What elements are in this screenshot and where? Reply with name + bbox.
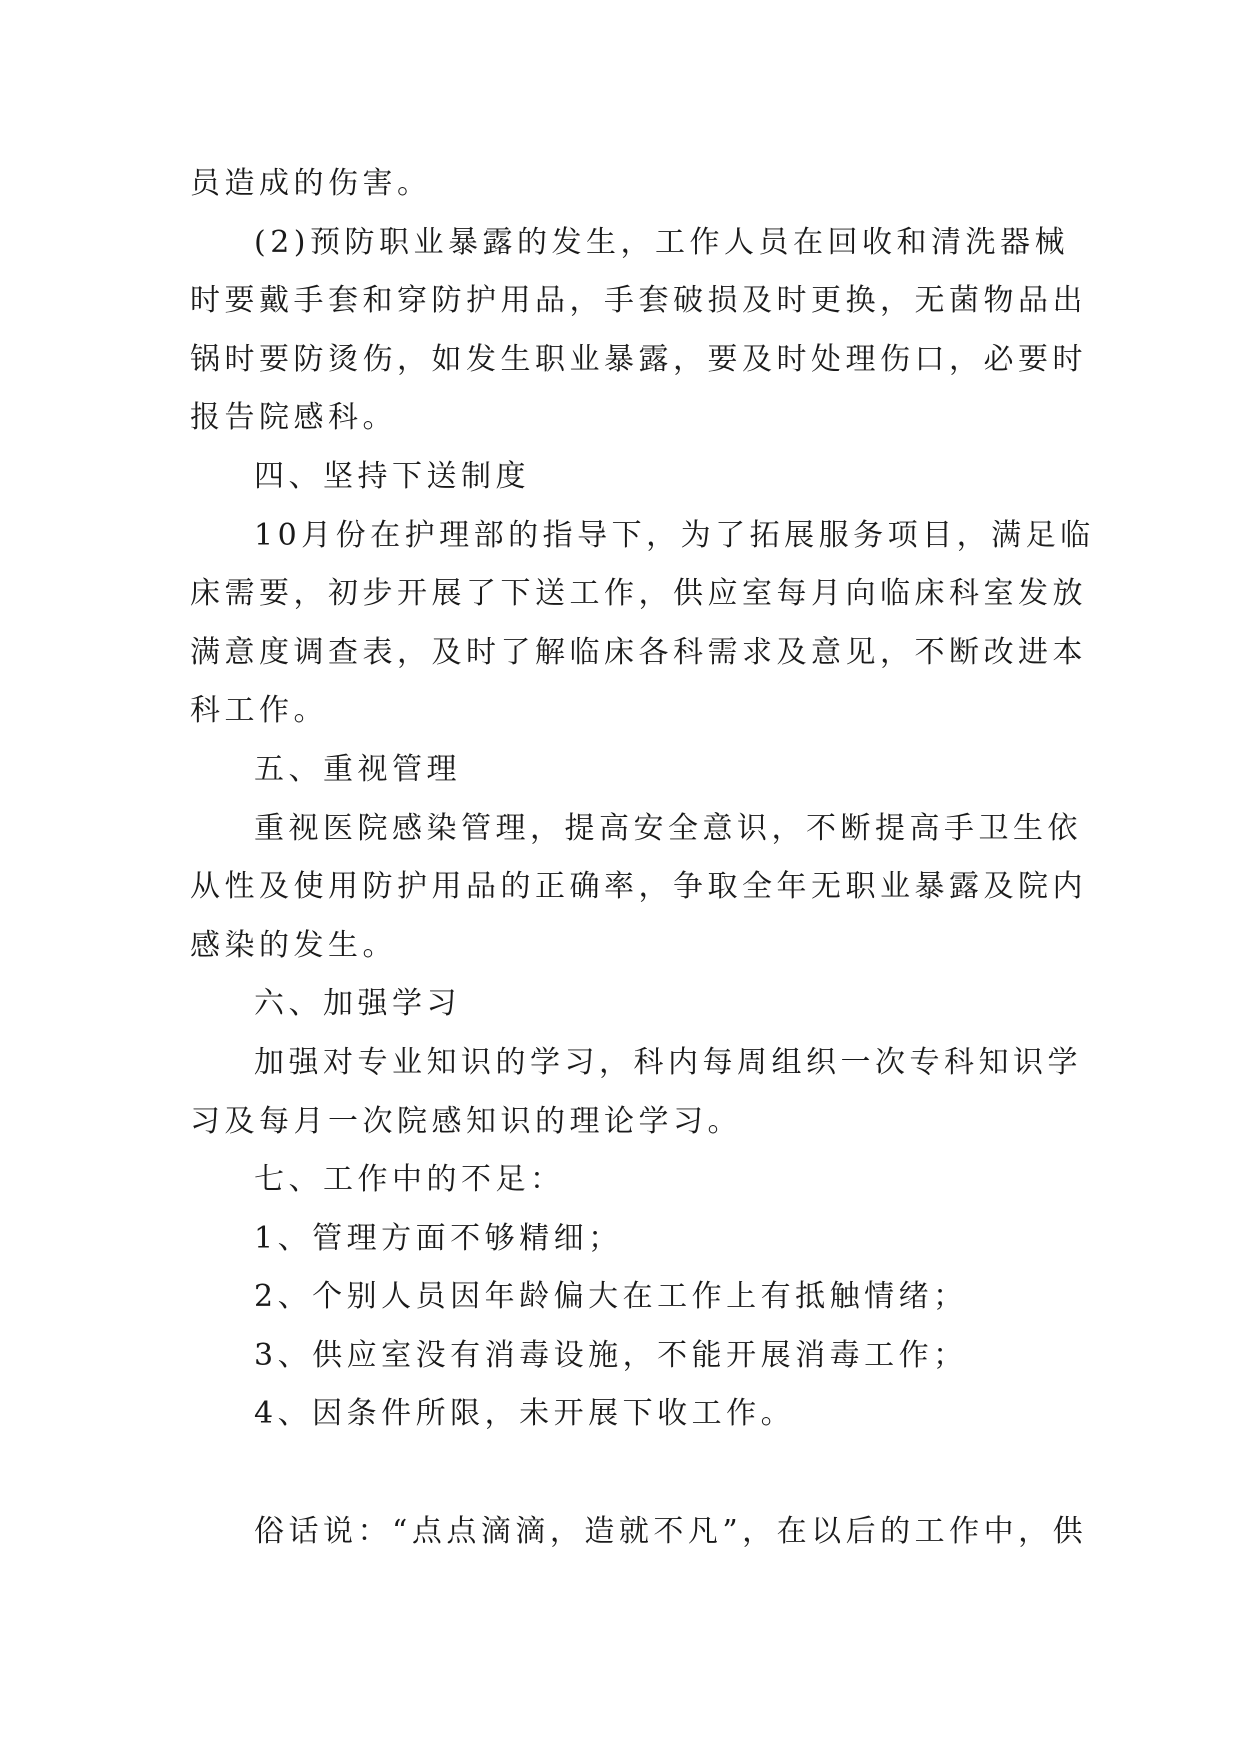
paragraph-line: 锅时要防烫伤，如发生职业暴露，要及时处理伤口，必要时: [190, 341, 1087, 377]
paragraph-line: 习及每月一次院感知识的理论学习。: [190, 1103, 742, 1139]
list-item: 2、个别人员因年龄偏大在工作上有抵触情绪；: [254, 1279, 968, 1315]
section-heading: 六、加强学习: [254, 986, 461, 1022]
paragraph-line: 感染的发生。: [190, 927, 397, 963]
body-text: [190, 155, 1095, 1561]
section-heading: 四、坚持下送制度: [254, 458, 530, 494]
blank-line: [190, 1444, 1050, 1503]
list-item: 1、管理方面不够精细；: [254, 1220, 623, 1256]
list-item: 4、因条件所限，未开展下收工作。: [254, 1396, 796, 1432]
paragraph-line: 从性及使用防护用品的正确率，争取全年无职业暴露及院内: [190, 869, 1087, 905]
paragraph-line: 时要戴手套和穿防护用品，手套破损及时更换，无菌物品出: [190, 283, 1087, 319]
section-heading: 七、工作中的不足：: [254, 1162, 565, 1198]
paragraph-line: 10月份在护理部的指导下，为了拓展服务项目，满足临: [254, 517, 1095, 553]
paragraph-line: 报告院感科。: [190, 400, 397, 436]
paragraph-line: 加强对专业知识的学习，科内每周组织一次专科知识学: [254, 1044, 1082, 1080]
section-heading: 五、重视管理: [254, 751, 461, 787]
paragraph-line: 员造成的伤害。: [190, 166, 432, 201]
paragraph-line: (2)预防职业暴露的发生，工作人员在回收和清洗器械: [254, 224, 1069, 260]
list-item: 3、供应室没有消毒设施，不能开展消毒工作；: [254, 1337, 968, 1373]
paragraph-line: 重视医院感染管理，提高安全意识，不断提高手卫生依: [254, 810, 1082, 846]
paragraph-line: 满意度调查表，及时了解临床各科需求及意见，不断改进本: [190, 634, 1087, 670]
paragraph-line: 俗话说：“点点滴滴，造就不凡”，在以后的工作中，供: [254, 1513, 1088, 1549]
paragraph-line: 科工作。: [190, 693, 328, 729]
paragraph-line: 床需要，初步开展了下送工作，供应室每月向临床科室发放: [190, 576, 1087, 612]
